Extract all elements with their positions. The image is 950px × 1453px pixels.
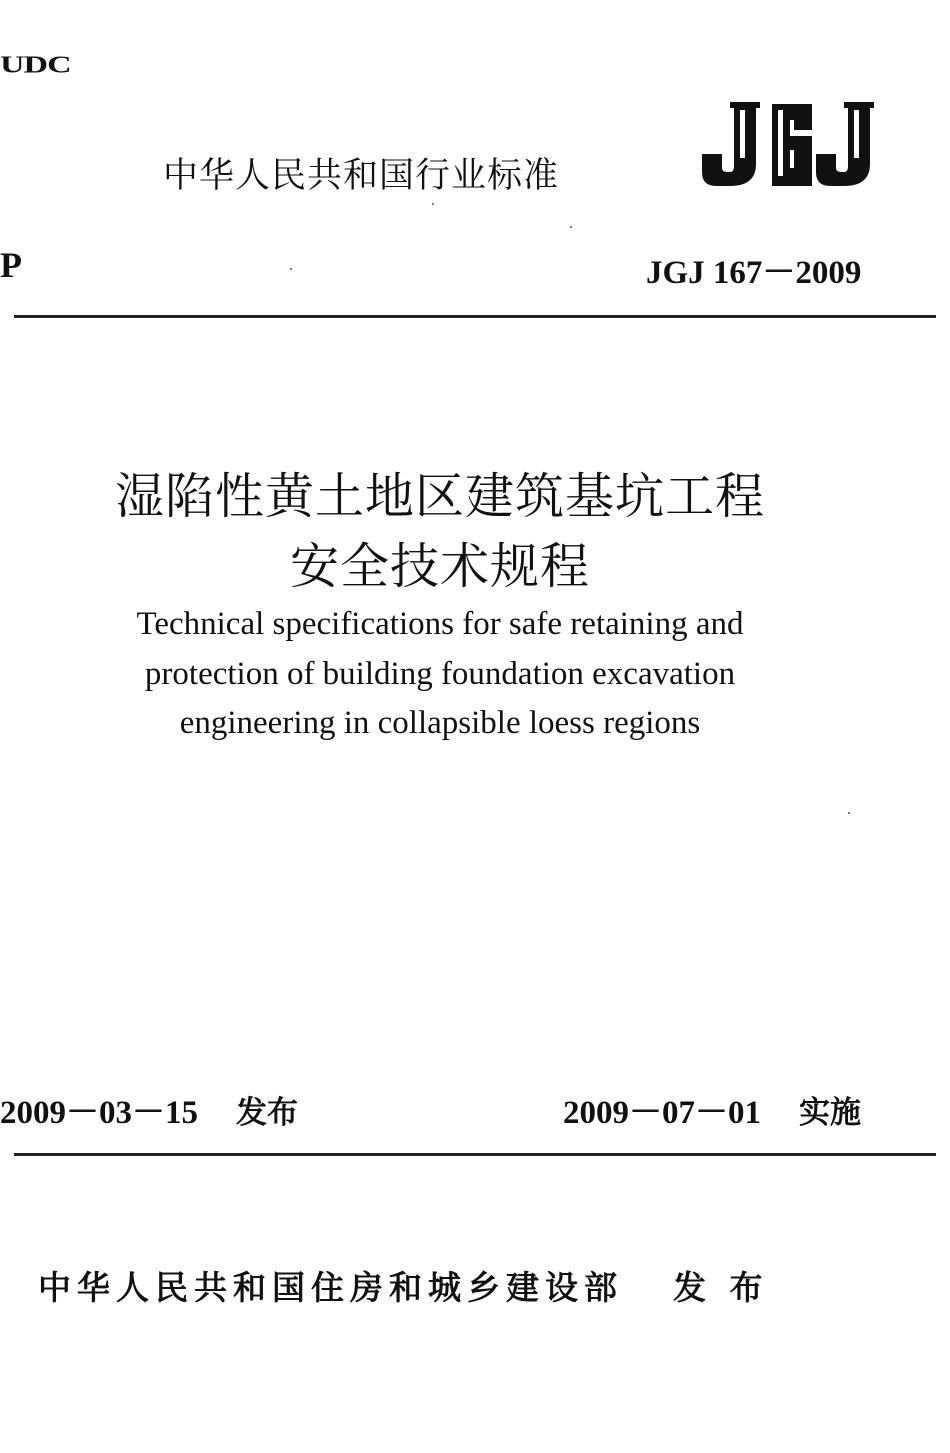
standard-code: JGJ 167－2009: [646, 255, 862, 291]
issue-date: 2009－03－15: [0, 1095, 198, 1131]
effective-date: 2009－07－01: [563, 1095, 761, 1131]
scan-speck: [570, 226, 572, 228]
scan-speck: [432, 203, 434, 205]
title-en-line-2: protection of building foundation excavation: [144, 656, 736, 692]
classification-mark: P: [0, 245, 22, 285]
top-divider: [14, 315, 936, 318]
title-en-line-3: engineering in collapsible loess regions: [179, 705, 701, 741]
jgj-logo-icon: [700, 100, 880, 188]
udc-label: UDC: [0, 52, 71, 78]
issue-date-row: [0, 1086, 298, 1133]
industry-standard-heading: 中华人民共和国行业标准: [163, 156, 560, 196]
title-en-line-1: Technical specifications for safe retaining and: [136, 606, 744, 642]
title-cn-line-2: 安全技术规程: [289, 538, 590, 595]
publisher-name: 中华人民共和国住房和城乡建设部: [38, 1268, 623, 1307]
scan-speck: [290, 268, 292, 270]
publisher-label: 发 布: [673, 1268, 769, 1307]
title-cn-line-1: 湿陷性黄土地区建筑基坑工程: [114, 468, 765, 525]
bottom-divider: [14, 1153, 936, 1156]
effective-label: 实施: [799, 1095, 861, 1131]
publisher-row: [38, 1262, 769, 1309]
effective-date-row: [563, 1086, 861, 1133]
issue-label: 发布: [236, 1095, 298, 1131]
scan-speck: [848, 812, 850, 814]
